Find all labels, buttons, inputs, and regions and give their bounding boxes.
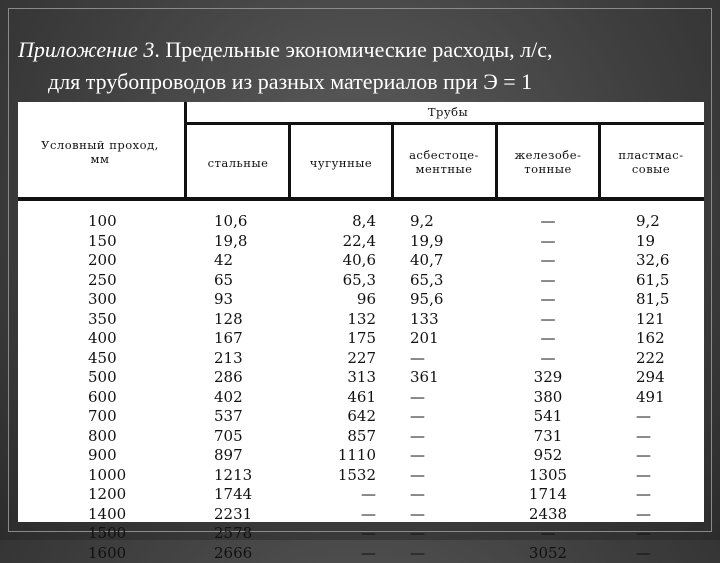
column-diameters: [88, 212, 148, 563]
table-cell: 952: [508, 446, 588, 466]
table-cell: —: [508, 251, 588, 271]
table-cell: —: [636, 544, 696, 563]
table-cell: 121: [636, 310, 696, 330]
table-cell: —: [508, 329, 588, 349]
table-cell: 61,5: [636, 271, 696, 291]
title-line-2: для трубопроводов из разных материалов при Э = 1: [18, 66, 708, 98]
table-cell: 491: [636, 388, 696, 408]
table-cell: 167: [214, 329, 274, 349]
table-cell: 700: [88, 407, 148, 427]
table-cell: 450: [88, 349, 148, 369]
table-cell: 10,6: [214, 212, 274, 232]
table-cell: —: [410, 407, 480, 427]
table-cell: 461: [314, 388, 376, 408]
table-cell: 93: [214, 290, 274, 310]
table-cell: 400: [88, 329, 148, 349]
table-cell: 32,6: [636, 251, 696, 271]
table-cell: 2231: [214, 505, 274, 525]
column-asbestos-cement: [410, 212, 480, 563]
table-cell: 81,5: [636, 290, 696, 310]
table-cell: 201: [410, 329, 480, 349]
table-cell: 900: [88, 446, 148, 466]
title-line-1: [18, 34, 708, 66]
header-group-pipes: Трубы: [398, 105, 498, 119]
table-cell: 65,3: [410, 271, 480, 291]
table-cell: 1110: [314, 446, 376, 466]
table-cell: —: [410, 524, 480, 544]
table-cell: 1600: [88, 544, 148, 563]
table-cell: 329: [508, 368, 588, 388]
table-cell: 19,8: [214, 232, 274, 252]
slide-title: [18, 34, 708, 98]
table-cell: 731: [508, 427, 588, 447]
table-cell: 286: [214, 368, 274, 388]
table-cell: 65: [214, 271, 274, 291]
header-divider-1: [184, 102, 187, 197]
table-cell: 537: [214, 407, 274, 427]
table-cell: —: [508, 349, 588, 369]
table-cell: —: [314, 524, 376, 544]
header-asbestos-cement: асбестоце- ментные: [394, 148, 494, 176]
table-cell: 800: [88, 427, 148, 447]
table-cell: 1213: [214, 466, 274, 486]
table-cell: 42: [214, 251, 274, 271]
table-cell: 40,7: [410, 251, 480, 271]
table-cell: —: [508, 212, 588, 232]
table-cell: 162: [636, 329, 696, 349]
table-cell: 642: [314, 407, 376, 427]
column-plastic: [636, 212, 696, 563]
column-reinforced-concrete: [508, 212, 588, 563]
header-bottom-rule: [18, 197, 704, 201]
table-cell: 1305: [508, 466, 588, 486]
table-cell: 40,6: [314, 251, 376, 271]
table-cell: 19,9: [410, 232, 480, 252]
table-cell: —: [314, 505, 376, 525]
table-cell: 227: [314, 349, 376, 369]
header-cast-iron: чугунные: [291, 156, 391, 170]
table-cell: 705: [214, 427, 274, 447]
header-plastic: пластмас- совые: [601, 148, 701, 176]
table-cell: 128: [214, 310, 274, 330]
table-cell: —: [410, 466, 480, 486]
table-cell: 2438: [508, 505, 588, 525]
table-cell: —: [410, 446, 480, 466]
table-cell: —: [508, 524, 588, 544]
table-cell: 3052: [508, 544, 588, 563]
table-cell: —: [410, 349, 480, 369]
table-cell: —: [410, 485, 480, 505]
table-cell: —: [508, 290, 588, 310]
table-cell: 132: [314, 310, 376, 330]
table-cell: —: [636, 407, 696, 427]
table-cell: 175: [314, 329, 376, 349]
table-cell: 95,6: [410, 290, 480, 310]
table-cell: 380: [508, 388, 588, 408]
table-cell: —: [636, 427, 696, 447]
table-cell: 1714: [508, 485, 588, 505]
table-cell: 897: [214, 446, 274, 466]
title-line-1-text: . Предельные экономические расходы, л/с,: [154, 37, 552, 62]
table-cell: —: [314, 485, 376, 505]
table-cell: 150: [88, 232, 148, 252]
table-cell: 500: [88, 368, 148, 388]
table-cell: 9,2: [636, 212, 696, 232]
table-cell: —: [508, 271, 588, 291]
scanned-table: [18, 102, 704, 522]
table-cell: —: [410, 427, 480, 447]
table-cell: 402: [214, 388, 274, 408]
table-cell: 200: [88, 251, 148, 271]
table-cell: —: [410, 544, 480, 563]
table-cell: 19: [636, 232, 696, 252]
table-cell: 96: [314, 290, 376, 310]
header-group-rule: [184, 122, 704, 125]
table-cell: 1200: [88, 485, 148, 505]
table-cell: 213: [214, 349, 274, 369]
table-cell: —: [314, 544, 376, 563]
table-cell: 22,4: [314, 232, 376, 252]
header-reinforced-concrete: железобе- тонные: [498, 148, 598, 176]
table-cell: 1400: [88, 505, 148, 525]
table-cell: 8,4: [314, 212, 376, 232]
table-cell: 294: [636, 368, 696, 388]
table-cell: 65,3: [314, 271, 376, 291]
table-cell: 361: [410, 368, 480, 388]
table-cell: 250: [88, 271, 148, 291]
table-cell: —: [410, 505, 480, 525]
column-cast-iron: [314, 212, 376, 563]
title-appendix-label: Приложение 3: [18, 37, 154, 62]
column-steel: [214, 212, 274, 563]
table-cell: 541: [508, 407, 588, 427]
table-cell: 133: [410, 310, 480, 330]
table-cell: 9,2: [410, 212, 480, 232]
table-cell: —: [636, 466, 696, 486]
table-cell: 857: [314, 427, 376, 447]
table-cell: 1532: [314, 466, 376, 486]
table-cell: 1744: [214, 485, 274, 505]
table-cell: 313: [314, 368, 376, 388]
header-steel: стальные: [188, 156, 288, 170]
table-cell: 2666: [214, 544, 274, 563]
table-cell: 350: [88, 310, 148, 330]
table-cell: 100: [88, 212, 148, 232]
table-cell: 1000: [88, 466, 148, 486]
table-cell: 300: [88, 290, 148, 310]
table-cell: —: [636, 505, 696, 525]
table-cell: 600: [88, 388, 148, 408]
table-cell: —: [508, 310, 588, 330]
table-cell: —: [636, 524, 696, 544]
table-cell: —: [410, 388, 480, 408]
table-cell: 2578: [214, 524, 274, 544]
header-nominal-diameter: Условный проход, мм: [20, 138, 180, 166]
table-cell: —: [636, 446, 696, 466]
table-cell: 222: [636, 349, 696, 369]
table-cell: —: [508, 232, 588, 252]
table-cell: —: [636, 485, 696, 505]
table-cell: 1500: [88, 524, 148, 544]
